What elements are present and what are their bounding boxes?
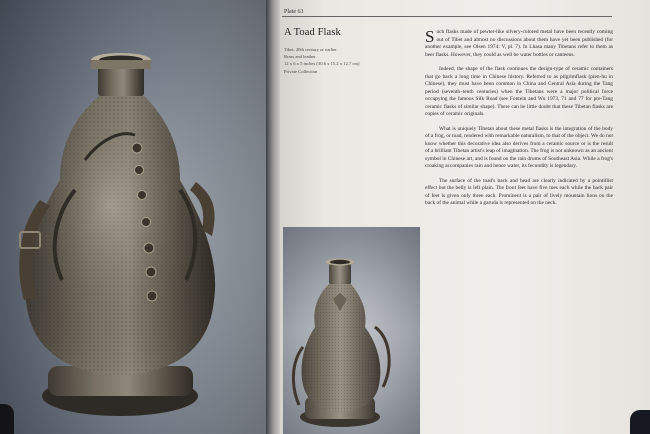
desk-edge-right (630, 410, 650, 434)
page-title: A Toad Flask (284, 27, 341, 38)
paragraph-1-text: uch flasks made of pewter-like silvery-colored metal have been recently coming out of Tibet and almost no discussions about them have yet been published (for another example, see Olsen 1974: V, pl. 7). In Lhasa many Tibetans refer to them as beer flasks. However, they could as well be water bottles or canteens. (425, 29, 613, 58)
body-text (425, 29, 613, 215)
small-photo (283, 227, 420, 434)
detail-dimensions: 12 x 6 x 5 inches (30.6 x 15.2 x 12.7 cm) (284, 61, 360, 67)
detail-material: Brass and leather (284, 54, 316, 60)
object-details (284, 46, 419, 75)
left-page-photo (0, 0, 272, 434)
paragraph-2: Indeed, the shape of the flask continues the design-type of ceramic containers that go back a long time in Chinese history. Referred to as pilgrimflask (pien-hu in Chinese), they must have been common in China and Central Asia during the Tang period (seventh–tenth centuries) when the Tibetans were a major political force occupying the famous Silk Road (see Fontein and Wu 1973, 71 and 77 for pre-Tang ceramic flasks of similar shape). There can be little doubt that these Tibetan flasks are copies of ceramic originals. (425, 66, 613, 117)
detail-collection: Private Collection (284, 68, 318, 74)
paragraph-3: What is uniquely Tibetan about these metal flasks is the integration of the body of a frog, or toad, rendered with remarkable naturalism, to that of the object. We do not know whether this decorative idea also derives from a ceramic source or is the result of a brilliant Tibetan artist's leap of imagination. The frog is not unknown as an ancient symbol in Chinese art, and is found on the rain drums of Southeast Asia. While a frog's croaking accompanies rain and hence water, its fecundity is legendary. (425, 125, 613, 169)
paragraph-4: The surface of the toad's back and head are clearly indicated by a pointillist effect but the belly is left plain. The front feet have five toes each while the back pair of feet is given only three each. Prominent is a pair of lively mountain lions on the back of the animal while a garuda is represented on the neck. (425, 177, 613, 206)
header-rule (282, 16, 612, 17)
toad-flask-small-image (283, 227, 420, 434)
toad-flask-large-image (0, 0, 272, 434)
desk-edge-left (0, 404, 14, 434)
paragraph-1 (425, 29, 613, 59)
drop-cap: S (425, 27, 435, 46)
plate-number: Plate 63 (284, 9, 304, 15)
detail-origin: Tibet, 20th century or earlier (284, 47, 337, 52)
